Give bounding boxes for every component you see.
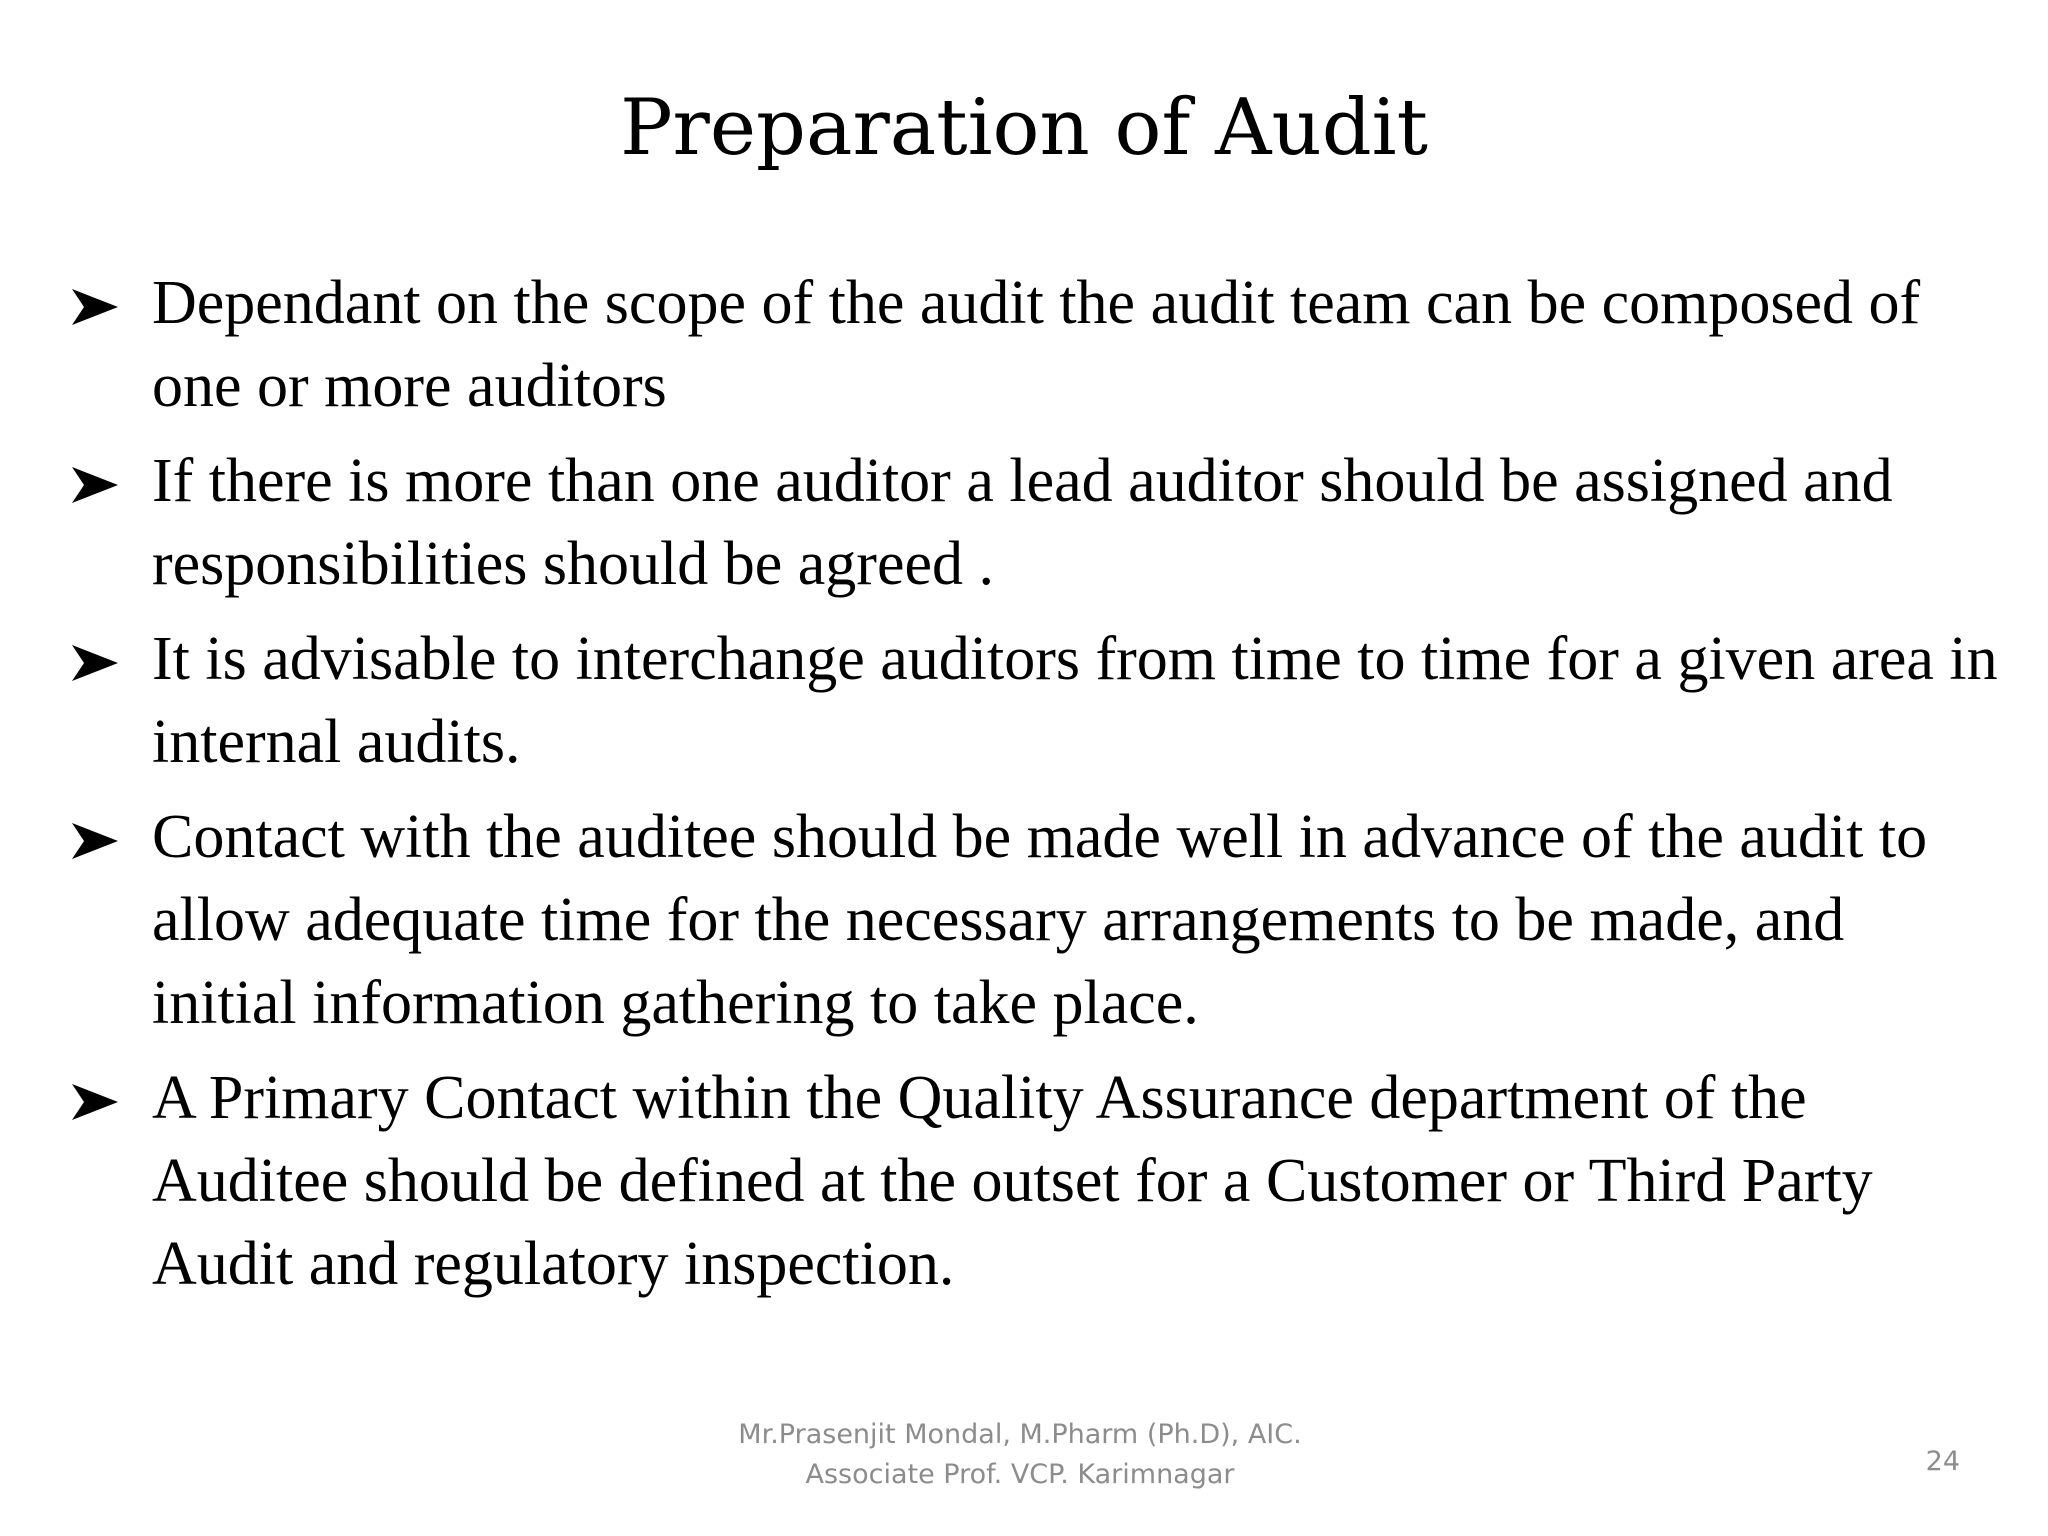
bullet-list <box>70 262 2000 1318</box>
bullet-item <box>70 440 2000 606</box>
bullet-item <box>70 262 2000 428</box>
bullet-text: Dependant on the scope of the audit the audit team can be composed of one or more auditors <box>152 269 1921 420</box>
footer-author <box>600 1415 1440 1495</box>
bullet-text: If there is more than one auditor a lead auditor should be assigned and responsibilities should be agreed . <box>152 447 1893 598</box>
footer-author-line-1: Mr.Prasenjit Mondal, M.Pharm (Ph.D), AIC. <box>738 1419 1302 1450</box>
footer-author-line-2: Associate Prof. VCP. Karimnagar <box>805 1459 1235 1490</box>
page-number: 24 <box>1925 1446 1960 1477</box>
bullet-item <box>70 618 2000 784</box>
bullet-text: A Primary Contact within the Quality Assurance department of the Auditee should be defined at the outset for a Customer or Third Party Audit and regulatory inspection. <box>152 1064 1873 1298</box>
arrowhead-bullet-icon <box>70 287 120 327</box>
bullet-item <box>70 796 2000 1045</box>
bullet-text: It is advisable to interchange auditors from time to time for a given area in internal audits. <box>152 625 1998 776</box>
bullet-item <box>70 1057 2000 1306</box>
bullet-text: Contact with the auditee should be made well in advance of the audit to allow adequate time for the necessary arrangements to be made, and initial information gathering to take place. <box>152 803 1928 1037</box>
arrowhead-bullet-icon <box>70 1082 120 1122</box>
arrowhead-bullet-icon <box>70 465 120 505</box>
arrowhead-bullet-icon <box>70 643 120 683</box>
arrowhead-bullet-icon <box>70 821 120 861</box>
slide-title: Preparation of Audit <box>620 83 1428 173</box>
